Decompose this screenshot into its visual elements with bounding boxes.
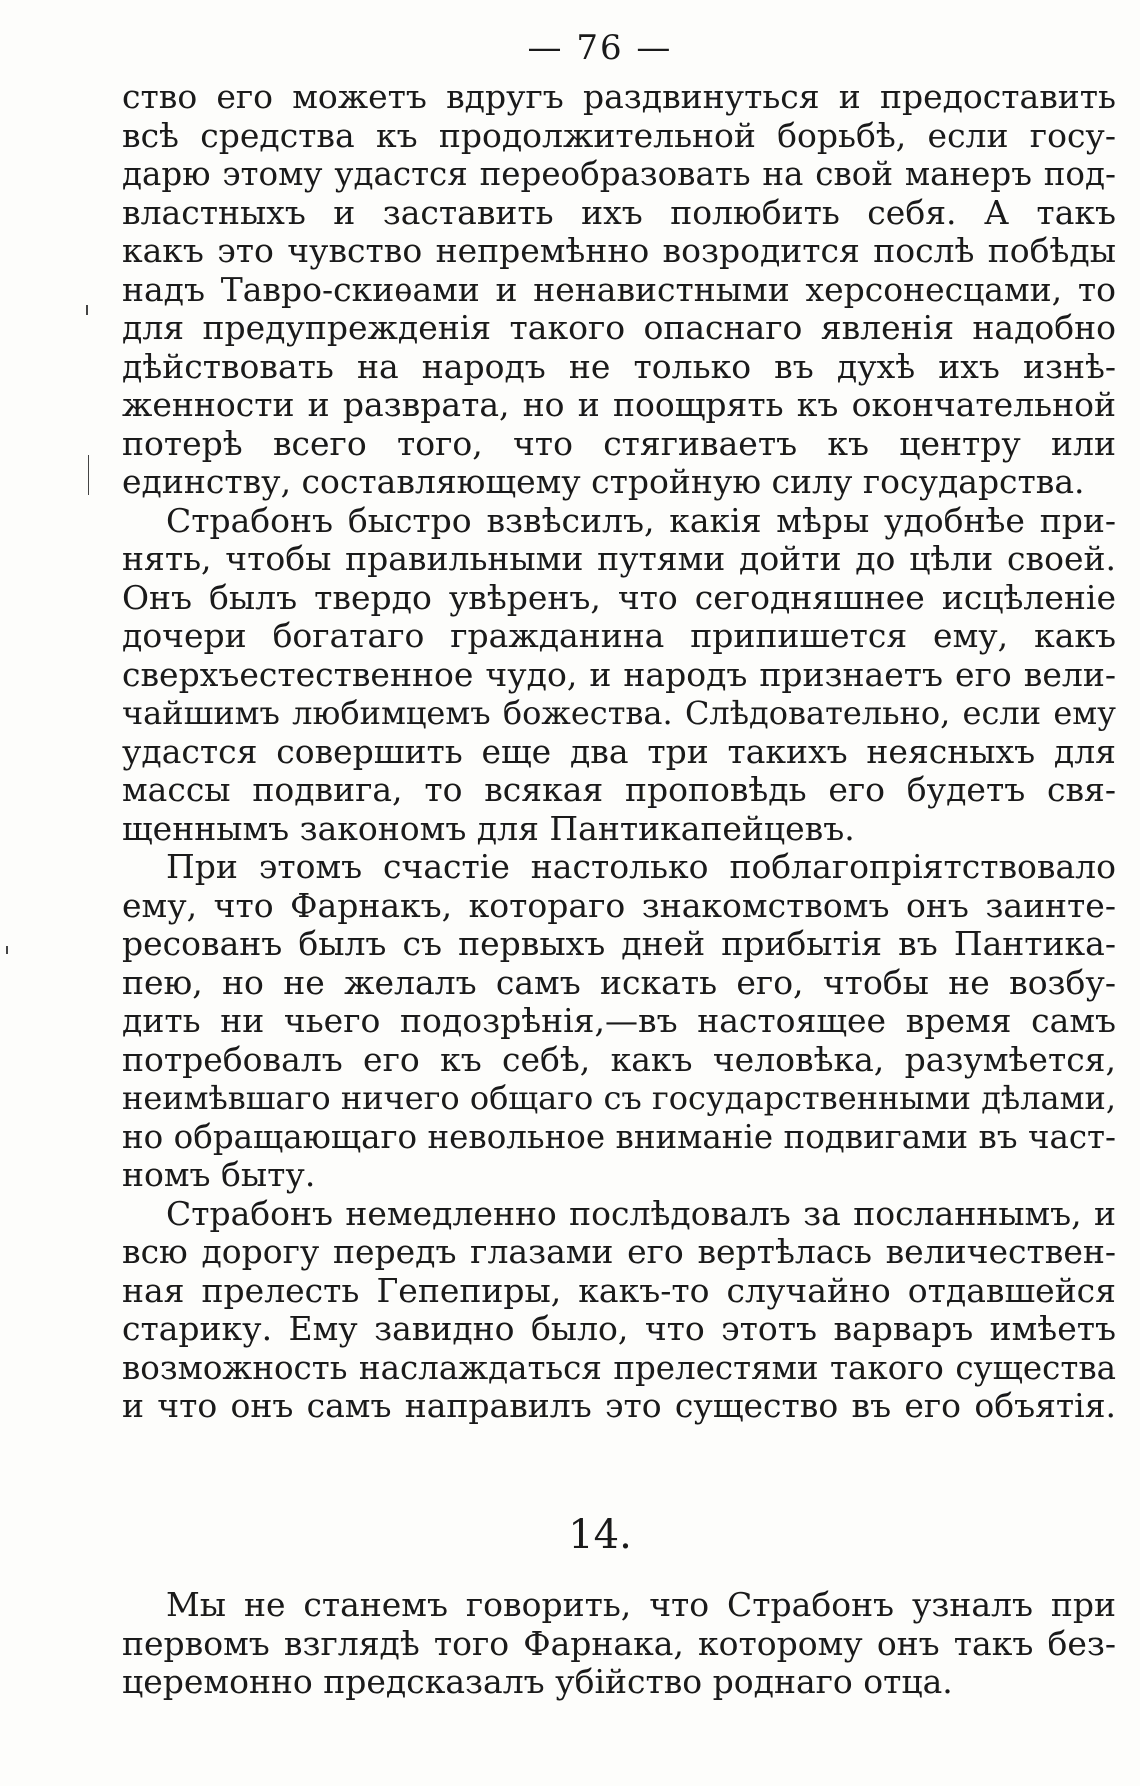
text-line: потребовалъ его къ себѣ, какъ человѣка, разумѣется, — [122, 1039, 1116, 1079]
text-line: всѣ средства къ продолжительной борьбѣ, если госу- — [122, 115, 1116, 155]
text-line: щеннымъ закономъ для Пантикапейцевъ. — [122, 808, 855, 848]
chapter-text — [122, 1586, 1116, 1702]
text-line: сверхъестественное чудо, и народъ признаетъ его вели- — [122, 654, 1116, 694]
text-line: чайшимъ любимцемъ божества. Слѣдовательно, если ему — [122, 694, 1116, 732]
text-line: и что онъ самъ направилъ это существо въ его объятія. — [122, 1386, 1116, 1425]
text-line: старику. Ему завидно было, что этотъ варваръ имѣетъ — [122, 1309, 1116, 1348]
margin-mark — [6, 946, 8, 954]
text-line: Страбонъ быстро взвѣсилъ, какія мѣры удобнѣе при- — [166, 500, 1116, 540]
text-line: для предупрежденія такого опаснаго явленія надобно — [122, 308, 1116, 347]
text-line: единству, составляющему стройную силу государства. — [122, 462, 1085, 501]
page-number: — 76 — — [527, 28, 673, 68]
text-line: ство его можетъ вдругъ раздвинуться и предоставить — [122, 77, 1116, 116]
text-line: но обращающаго невольное вниманіе подвигами въ част- — [122, 1117, 1116, 1156]
text-line: первомъ взглядѣ того Фарнака, которому онъ такъ без- — [122, 1623, 1116, 1663]
text-line: всю дорогу передъ глазами его вертѣлась величествен- — [122, 1232, 1116, 1271]
text-line: надъ Тавро-скиѳами и ненавистными херсонесцами, то — [122, 269, 1116, 309]
text-line: ему, что Фарнакъ, котораго знакомствомъ онъ заинте- — [122, 885, 1116, 925]
text-line: потерѣ всего того, что стягиваетъ къ центру или — [122, 423, 1116, 463]
text-line: Страбонъ немедленно послѣдовалъ за посланнымъ, и — [166, 1193, 1116, 1233]
text-line: властныхъ и заставить ихъ полюбить себя. А такъ — [122, 192, 1116, 232]
text-line: Онъ былъ твердо увѣренъ, что сегодняшнее исцѣленіе — [122, 577, 1116, 617]
text-line: массы подвига, то всякая проповѣдь его будетъ свя- — [122, 770, 1116, 809]
text-line: пею, но не желалъ самъ искать его, чтобы не возбу- — [122, 962, 1116, 1002]
margin-mark — [86, 305, 88, 315]
paragraph-2 — [122, 502, 1116, 849]
text-line: ная прелесть Гепепиры, какъ-то случайно отдавшейся — [122, 1270, 1116, 1310]
margin-mark — [88, 455, 89, 495]
text-line: дочери богатаго гражданина припишется ему, какъ — [122, 616, 1116, 655]
text-line: номъ быту. — [122, 1155, 316, 1194]
text-line: церемонно предсказалъ убійство роднаго отца. — [122, 1662, 953, 1701]
paragraph-3 — [122, 848, 1116, 1195]
text-line: удастся совершить еще два три такихъ неясныхъ для — [122, 731, 1116, 771]
text-line: возможность наслаждаться прелестями такого существа — [122, 1348, 1116, 1387]
chapter-number: 14. — [568, 1512, 632, 1558]
text-line: дить ни чьего подозрѣнія,—въ настоящее время самъ — [122, 1001, 1116, 1040]
text-line: ресованъ былъ съ первыхъ дней прибытія въ Пантика- — [122, 924, 1116, 963]
text-line: дѣйствовать на народъ не только въ духѣ ихъ изнѣ- — [122, 346, 1116, 386]
text-line: какъ это чувство непремѣнно возродится послѣ побѣды — [122, 231, 1116, 270]
paragraph-4 — [122, 1195, 1116, 1426]
text-line: неимѣвшаго ничего общаго съ государственными дѣлами, — [122, 1079, 1116, 1117]
text-line: Мы не станемъ говорить, что Страбонъ узналъ при — [166, 1585, 1116, 1624]
text-line: нять, чтобы правильными путями дойти до цѣли своей. — [122, 539, 1116, 578]
text-line: дарю этому удастся переобразовать на свой манеръ под- — [122, 155, 1116, 193]
text-line: При этомъ счастіе настолько поблагопріятствовало — [166, 847, 1116, 886]
text-line: женности и разврата, но и поощрять къ окончательной — [122, 385, 1116, 424]
paragraph-1 — [122, 78, 1116, 502]
main-text — [122, 78, 1116, 1426]
